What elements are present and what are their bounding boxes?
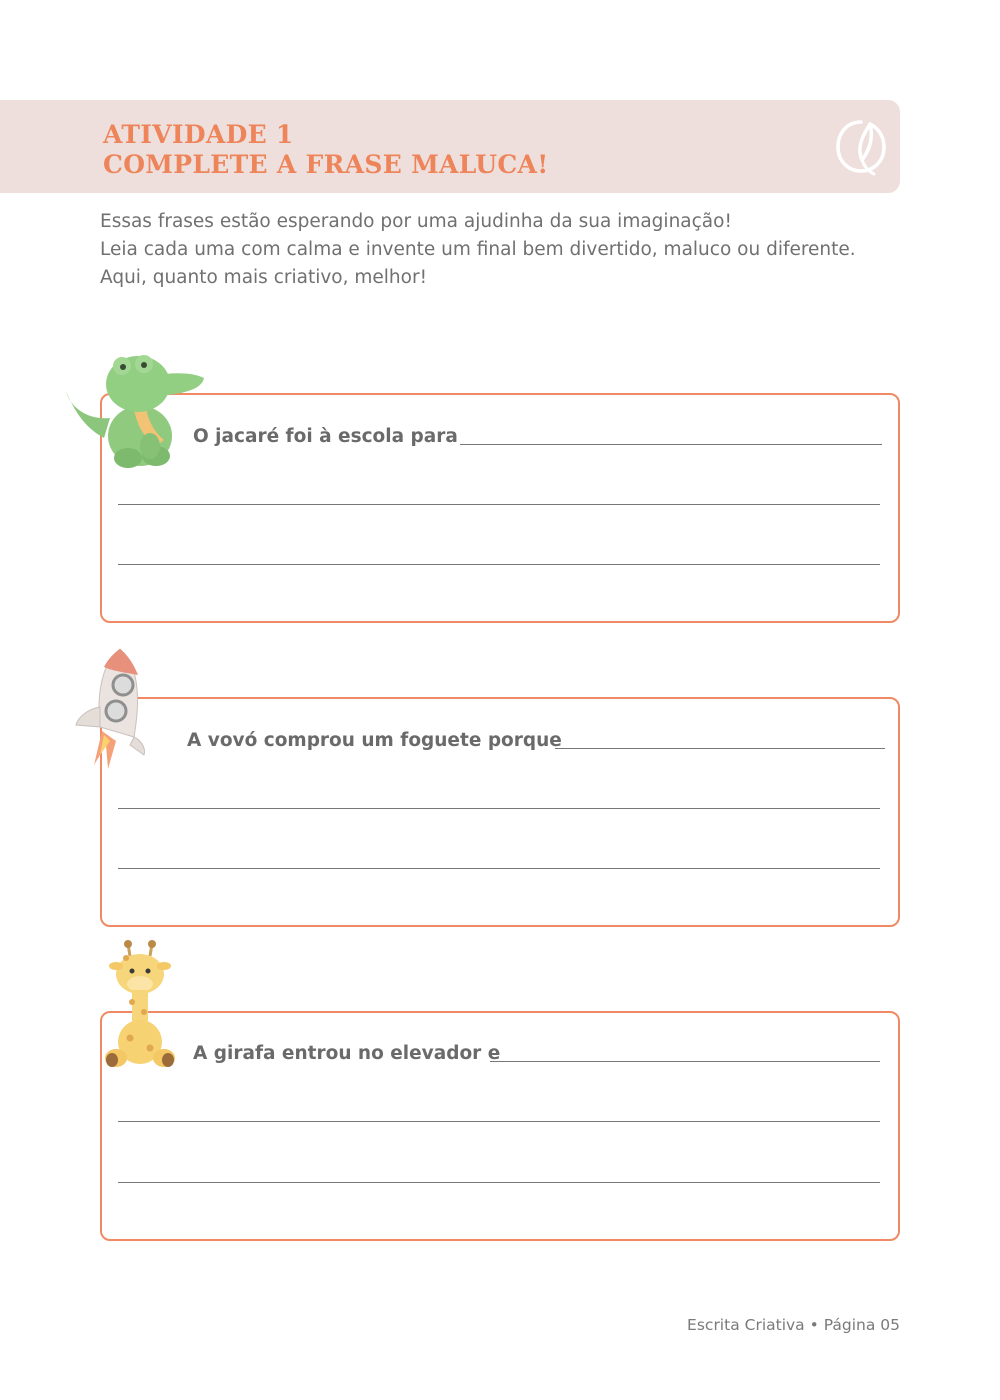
title-line-2: COMPLETE A FRASE MALUCA! — [103, 150, 549, 179]
answer-line[interactable] — [490, 1061, 880, 1062]
giraffe-icon — [102, 938, 178, 1074]
exercise-prompt-2: A vovó comprou um foguete porque — [187, 730, 562, 751]
title-line-1: ATIVIDADE 1 — [103, 120, 294, 149]
exercise-prompt-3: A girafa entrou no elevador e — [193, 1043, 501, 1064]
answer-line[interactable] — [118, 1182, 880, 1183]
answer-line[interactable] — [118, 504, 880, 505]
page-number: Página 05 — [823, 1316, 900, 1334]
answer-line[interactable] — [118, 868, 880, 869]
rocket-icon — [72, 645, 154, 777]
footer-title: Escrita Criativa — [687, 1316, 805, 1334]
page-title — [103, 120, 549, 180]
intro-text — [100, 208, 920, 292]
answer-line[interactable] — [460, 444, 882, 445]
alligator-icon — [60, 348, 210, 470]
intro-line-3: Aqui, quanto mais criativo, melhor! — [100, 267, 427, 288]
leaf-logo-icon — [834, 116, 888, 178]
exercise-prompt-1: O jacaré foi à escola para — [193, 426, 458, 447]
footer-separator: • — [809, 1316, 819, 1334]
intro-line-1: Essas frases estão esperando por uma ajudinha da sua imaginação! — [100, 211, 732, 232]
answer-line[interactable] — [118, 564, 880, 565]
answer-line[interactable] — [118, 808, 880, 809]
intro-line-2: Leia cada uma com calma e invente um final bem divertido, maluco ou diferente. — [100, 239, 856, 260]
answer-line[interactable] — [555, 748, 885, 749]
answer-line[interactable] — [118, 1121, 880, 1122]
page-footer — [687, 1316, 900, 1334]
